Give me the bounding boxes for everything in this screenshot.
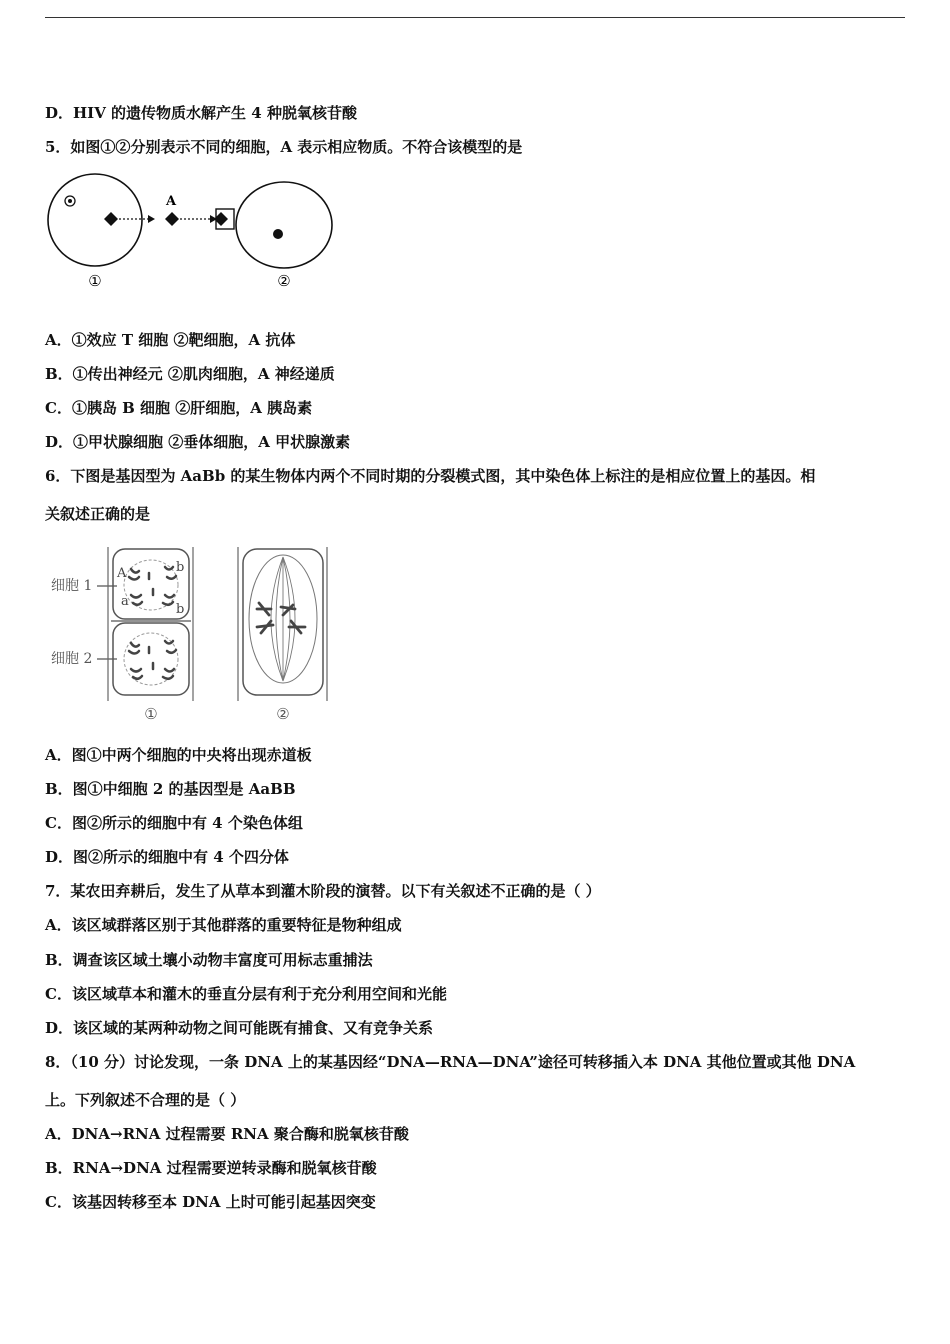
q8-stem-line1: 8．（10 分）讨论发现，一条 DNA 上的某基因经“DNA—RNA—DNA”途径可转移插入本 DNA 其他位置或其他 DNA [45,1053,856,1071]
q7-option-a: A．该区域群落区别于其他群落的重要特征是物种组成 [45,916,402,934]
q5-figure [44,170,336,295]
q6-stem-line2: 关叙述正确的是 [45,505,151,523]
q8-stem-line2: 上。下列叙述不合理的是（ ） [45,1091,246,1109]
q4-option-d: D．HIV 的遗传物质水解产生 4 种脱氧核苷酸 [45,104,357,122]
q6-option-a: A．图①中两个细胞的中央将出现赤道板 [45,746,312,764]
q6-figure [45,543,335,725]
q5-option-b: B．①传出神经元 ②肌肉细胞，A 神经递质 [45,365,335,383]
q6-stem-line1: 6．下图是基因型为 AaBb 的某生物体内两个不同时期的分裂模式图，其中染色体上标注的是相应位置上的基因。相 [45,467,816,485]
label-a: A [166,194,177,209]
q5-option-c: C．①胰岛 B 细胞 ②肝细胞，A 胰岛素 [45,399,313,417]
cell-2-outline [236,182,332,268]
gene-a-label: a [121,594,129,609]
cell-1-label: ① [88,272,102,290]
substance-a-molecule-icon [165,212,217,226]
q7-stem: 7．某农田弃耕后，发生了从草本到灌木阶段的演替。以下有关叙述不正确的是（ ） [45,882,601,900]
spindle-fibers [271,557,295,681]
q6-option-c: C．图②所示的细胞中有 4 个染色体组 [45,814,303,832]
header-rule [45,17,905,18]
chromosome-marks-cell-1 [129,567,176,605]
gene-b-label-2: b [176,602,185,617]
q5-stem: 5．如图①②分别表示不同的细胞，A 表示相应物质。不符合该模型的是 [45,138,523,156]
q6-option-d: D．图②所示的细胞中有 4 个四分体 [45,848,289,866]
cell-2-label: 细胞 2 [51,651,93,667]
cell-1-outline [48,174,142,266]
cell-2-label: ② [277,272,291,290]
gene-A-label: A [117,566,127,581]
q7-option-c: C．该区域草本和灌木的垂直分层有利于充分利用空间和光能 [45,985,447,1003]
q8-option-b: B．RNA→DNA 过程需要逆转录酶和脱氧核苷酸 [45,1159,377,1177]
q5-option-a: A．①效应 T 细胞 ②靶细胞，A 抗体 [45,331,296,349]
q8-option-a: A．DNA→RNA 过程需要 RNA 聚合酶和脱氧核苷酸 [45,1125,409,1143]
q7-option-d: D．该区域的某两种动物之间可能既有捕食、又有竞争关系 [45,1019,434,1037]
q8-option-c: C．该基因转移至本 DNA 上时可能引起基因突变 [45,1193,376,1211]
q5-option-d: D．①甲状腺细胞 ②垂体细胞，A 甲状腺激素 [45,433,351,451]
cell-1-label: 细胞 1 [51,578,93,594]
panel-2-label: ② [276,705,290,723]
panel-1-label: ① [144,705,158,723]
chromosomes-panel-2 [257,603,305,633]
q6-option-b: B．图①中细胞 2 的基因型是 AaBB [45,780,296,798]
chromosome-marks-cell-2 [129,641,176,679]
cell-2-nucleus [273,229,283,239]
secreted-molecule-icon [104,212,155,226]
q7-option-b: B．调查该区域土壤小动物丰富度可用标志重捕法 [45,951,373,969]
gene-b-label: b [176,560,185,575]
